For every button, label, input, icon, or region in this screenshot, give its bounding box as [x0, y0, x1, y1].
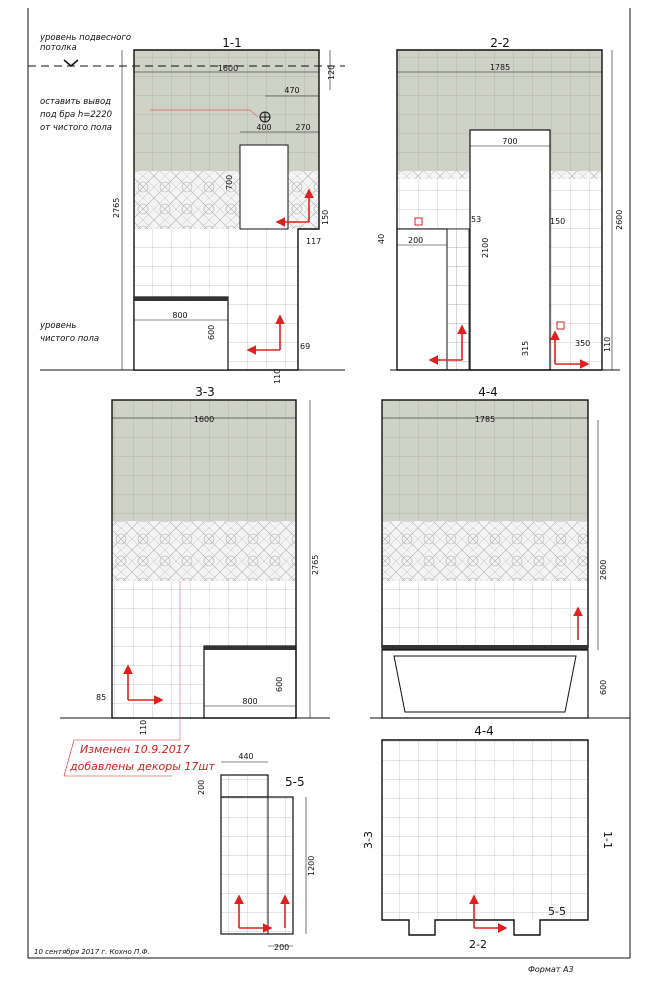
revision-line-1: Изменен 10.9.2017 — [80, 743, 190, 756]
dim-height: 2765 — [311, 554, 320, 575]
box-column — [447, 229, 469, 370]
dim-600: 600 — [599, 679, 608, 695]
revision-line-2: добавлены декоры 17шт — [70, 760, 215, 773]
ceiling-note-1: уровень подвесного — [40, 33, 132, 43]
dim-400: 400 — [256, 123, 272, 132]
ceiling-note-2: потолка — [40, 43, 77, 53]
dim-width: 1600 — [193, 415, 215, 424]
dim-top: 120 — [327, 64, 336, 80]
dim-470: 470 — [284, 86, 300, 95]
level-mark-icon — [64, 60, 78, 66]
view-title: 2-2 — [490, 36, 510, 50]
dim-117: 117 — [306, 237, 322, 246]
view-title: 1-1 — [222, 36, 242, 50]
dim-600: 600 — [275, 676, 284, 692]
dim-110: 110 — [139, 719, 148, 735]
dim-800: 800 — [172, 311, 188, 320]
dim-350: 350 — [575, 339, 591, 348]
dim-200b: 200 — [274, 943, 290, 952]
dim-700: 700 — [225, 174, 234, 190]
plan-right-label: 1-1 — [601, 831, 614, 849]
bathtub-front — [382, 650, 588, 718]
dim-height: 2600 — [615, 209, 624, 230]
dim-2100: 2100 — [481, 237, 490, 258]
floor-note-1: уровень — [40, 321, 77, 331]
side-recess — [397, 229, 447, 370]
dim-110: 110 — [273, 368, 282, 384]
outlet-note-3: от чистого пола — [40, 123, 112, 133]
dim-600: 600 — [207, 324, 216, 340]
dim-height: 2600 — [599, 559, 608, 580]
dim-height: 2765 — [112, 197, 121, 218]
socket-icon — [415, 218, 422, 225]
dim-200: 200 — [408, 236, 424, 245]
sheet-format: Формат А3 — [528, 965, 574, 974]
dim-150: 150 — [550, 217, 566, 226]
revision-note — [64, 740, 215, 776]
outlet-note-1: оставить вывод — [40, 97, 112, 107]
plan-left-label: 3-3 — [362, 831, 375, 849]
view-5-5 — [197, 752, 316, 952]
dim-85: 85 — [96, 693, 107, 702]
plan-title: 4-4 — [474, 724, 494, 738]
view-1-1 — [28, 33, 345, 384]
dim-270: 270 — [295, 123, 311, 132]
vanity-top — [134, 297, 228, 301]
view-title: 3-3 — [195, 385, 215, 399]
dim-width: 1600 — [217, 64, 239, 73]
plan-step-label: 5-5 — [548, 905, 566, 918]
dim-40: 40 — [377, 233, 386, 244]
bathtub-inner — [394, 656, 576, 712]
dim-53: 53 — [471, 215, 482, 224]
dim-315: 315 — [521, 340, 530, 356]
floor-grid — [382, 740, 588, 920]
dim-200: 200 — [197, 779, 206, 795]
box-column — [221, 797, 293, 934]
mirror-niche — [240, 145, 288, 229]
view-title: 4-4 — [478, 385, 498, 399]
box-top — [221, 775, 268, 797]
bath-rim — [382, 645, 588, 650]
dim-width: 1785 — [489, 63, 511, 72]
socket-icon — [557, 322, 564, 329]
dim-width: 1785 — [474, 415, 496, 424]
dim-1200: 1200 — [307, 855, 316, 876]
dim-800: 800 — [242, 697, 258, 706]
dim-440: 440 — [238, 752, 254, 761]
dim-700: 700 — [502, 137, 518, 146]
view-2-2 — [377, 36, 624, 370]
dim-69: 69 — [300, 342, 311, 351]
plan-view — [362, 724, 614, 951]
outlet-note-2: под бра h=2220 — [40, 110, 113, 120]
plan-bottom-label: 2-2 — [469, 938, 487, 951]
view-4-4 — [370, 385, 630, 718]
date-author: 10 сентября 2017 г. Кохно П.Ф. — [34, 948, 150, 956]
dim-110: 110 — [603, 336, 612, 352]
floor-note-2: чистого пола — [40, 334, 100, 344]
view-3-3 — [60, 385, 330, 740]
view-title: 5-5 — [285, 775, 305, 789]
dim-150: 150 — [321, 209, 330, 225]
